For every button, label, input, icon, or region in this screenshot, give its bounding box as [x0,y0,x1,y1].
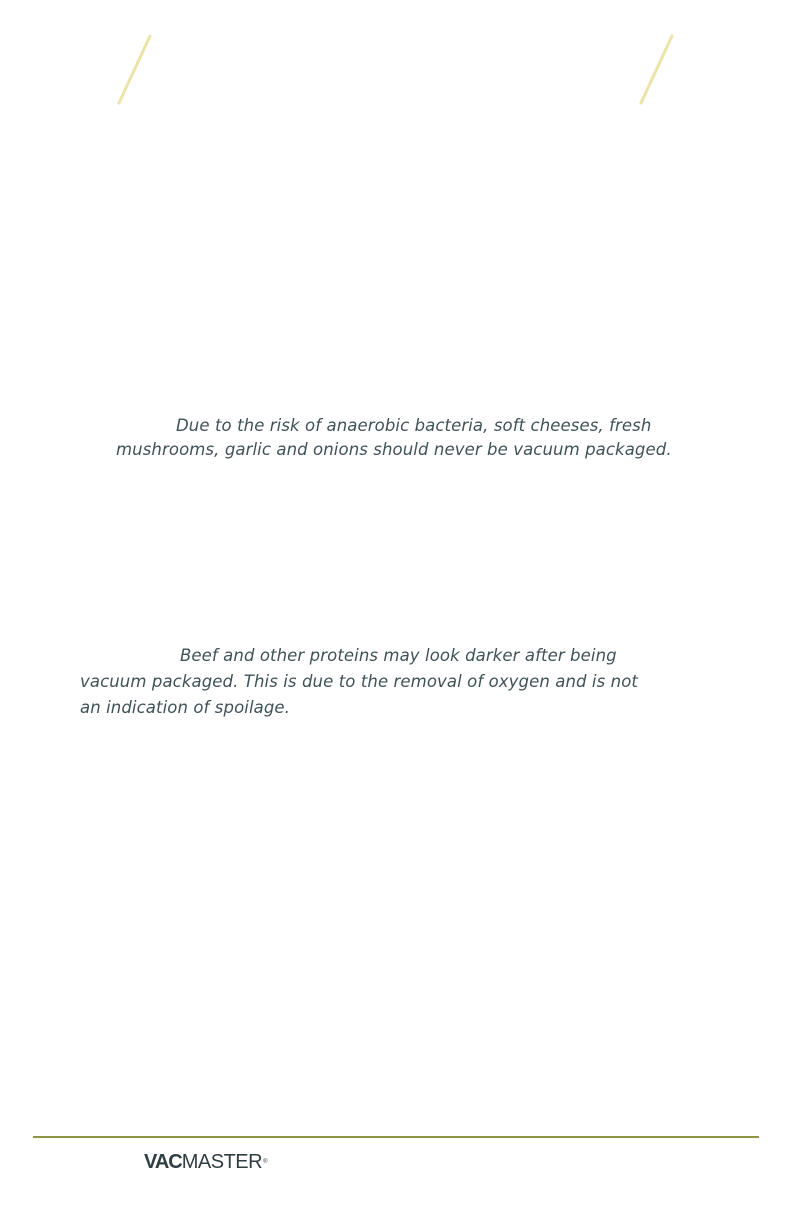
registered-mark: ® [263,1159,268,1165]
brand-logo-light: MASTER [181,1151,263,1173]
brand-logo [144,1151,267,1173]
meat-color-note [80,643,638,721]
brand-logo-bold: VAC [144,1151,182,1173]
note-line: vacuum packaged. This is due to the removal of oxygen and is not [80,672,638,691]
note-line: mushrooms, garlic and onions should never be vacuum packaged. [116,440,672,459]
note-line: Due to the risk of anaerobic bacteria, soft cheeses, fresh [176,416,652,435]
decorative-slash-icon [114,34,154,106]
note-line: Beef and other proteins may look darker after being [180,646,617,665]
decorative-slash-icon [636,34,676,106]
food-safety-note [116,414,672,462]
note-line: an indication of spoilage. [80,698,291,717]
footer-divider [33,1136,759,1138]
